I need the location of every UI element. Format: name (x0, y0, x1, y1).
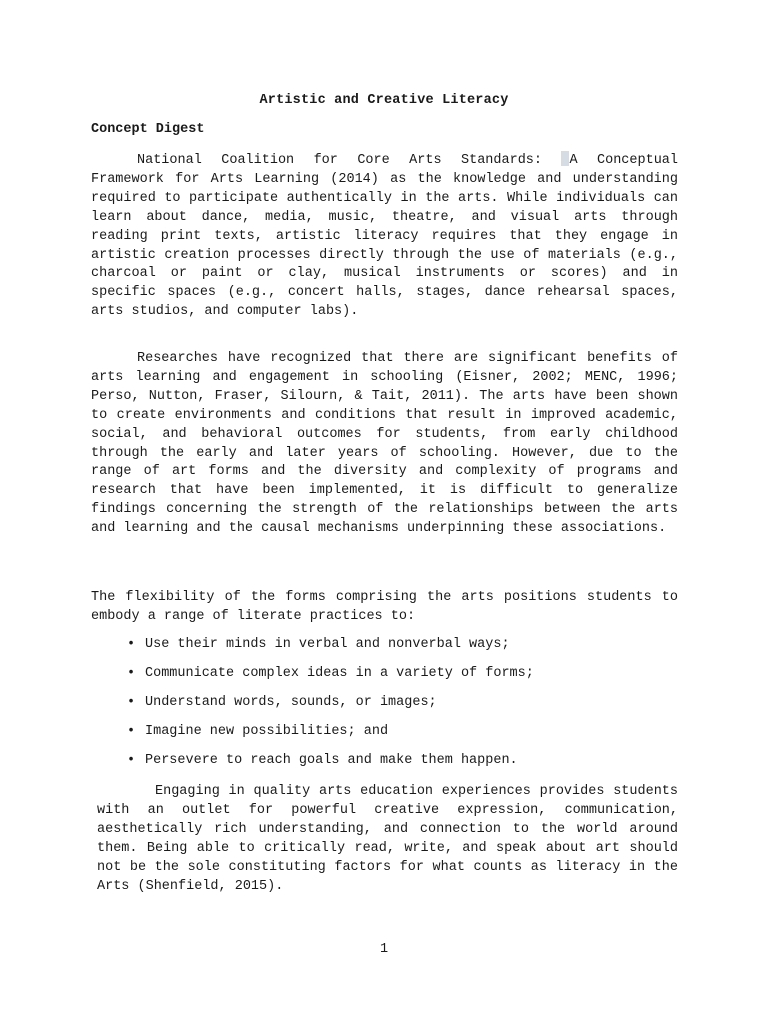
bullet-icon: • (127, 724, 136, 739)
paragraph-1 (91, 151, 678, 322)
paragraph-3: The flexibility of the forms comprising the arts positions students to embody a range of literate practices to: (91, 590, 678, 624)
list-item (127, 694, 534, 723)
bullet-icon: • (127, 753, 136, 768)
list-item (127, 752, 534, 781)
list-item (127, 636, 534, 665)
list-item-text: Communicate complex ideas in a variety of forms; (145, 666, 534, 681)
paragraph-2: Researches have recognized that there are significant benefits of arts learning and engagement in schooling (Eisner, 2002; MENC, 1996; Perso, Nutton, Fraser, Silourn, & Tait, 2011). The arts have been shown to create environments and conditions that result in improved academic, social, and behavioral outcomes for students, from early childhood through the early and later years of schooling. However, due to the range of art forms and the diversity and complexity of programs and research that have been implemented, it is difficult to generalize findings concerning the strength of the relationships between the arts and learning and the causal mechanisms underpinning these associations. (91, 351, 678, 537)
paragraph-1-text-start: National Coalition for Core Arts Standards: (137, 153, 543, 168)
list-item-text: Imagine new possibilities; and (145, 724, 389, 739)
document-title: Artistic and Creative Literacy (259, 93, 509, 108)
page-number: 1 (379, 942, 389, 957)
paragraph-1-text-end: A Conceptual Framework for Arts Learning (2014) as the knowledge and understanding required to participate authentically in the arts. While individuals can learn about dance, media, music, theatre, and visual arts through reading print texts, artistic literacy requires that they engage in artistic creation processes directly through the use of materials (e.g., charcoal or paint or clay, musical instruments or scores) and in specific spaces (e.g., concert halls, stages, dance rehearsal spaces, arts studios, and computer labs). (91, 153, 678, 320)
section-heading: Concept Digest (91, 122, 205, 137)
list-item-text: Use their minds in verbal and nonverbal ways; (145, 637, 510, 652)
bullet-icon: • (127, 637, 136, 652)
bullet-icon: • (127, 695, 136, 710)
list-item (127, 665, 534, 694)
paragraph-4: Engaging in quality arts education experiences provides students with an outlet for powerful creative expression, communication, aesthetically rich understanding, and connection to the world around them. Being able to critically read, write, and speak about art should not be the sole constituting factors for what counts as literacy in the Arts (Shenfield, 2015). (97, 784, 678, 894)
bullet-icon: • (127, 666, 136, 681)
list-item-text: Understand words, sounds, or images; (145, 695, 437, 710)
list-item-text: Persevere to reach goals and make them happen. (145, 753, 518, 768)
list-item (127, 723, 534, 752)
bullet-list (127, 636, 534, 781)
